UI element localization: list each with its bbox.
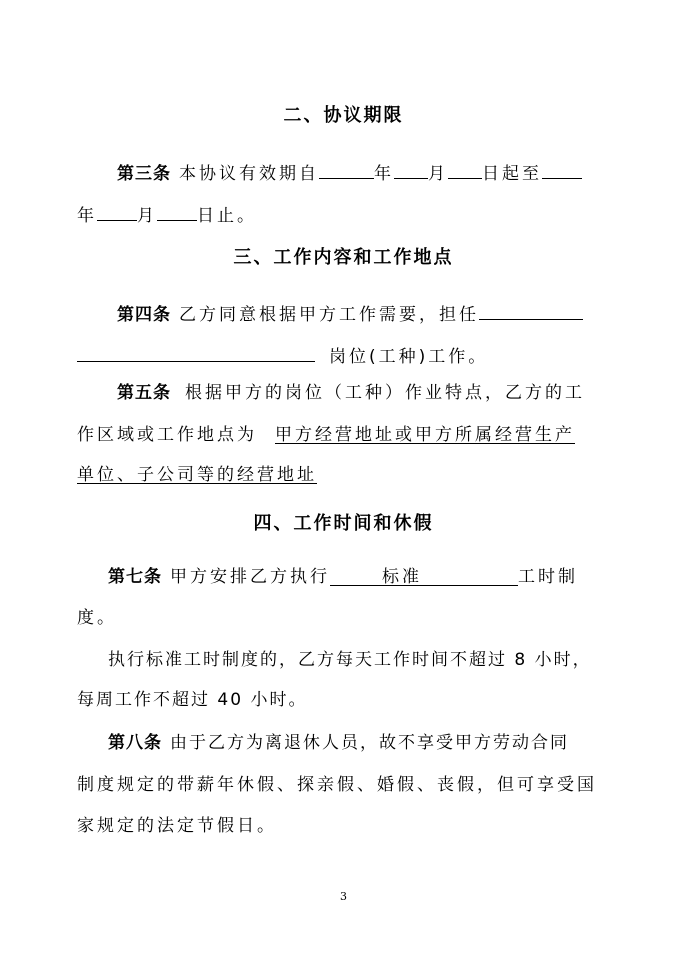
article-4-text: 乙方同意根据甲方工作需要，担任 (179, 305, 479, 325)
article-5-line-3 (77, 463, 612, 487)
article-4-text-b: 岗位(工种)工作。 (329, 347, 489, 367)
work-location-value-cont: 单位、子公司等的经营地址 (77, 465, 317, 485)
work-hour-system-field[interactable] (330, 565, 518, 586)
article-3-label: 第三条 (117, 164, 171, 184)
end-month-label: 月 (137, 206, 157, 226)
start-month-blank[interactable] (394, 158, 428, 179)
start-day-blank[interactable] (448, 158, 482, 179)
article-5-text: 根据甲方的岗位（工种）作业特点，乙方的工 (185, 383, 585, 403)
work-hour-system-value: 标准 (382, 567, 422, 587)
article-8-line-3: 家规定的法定节假日。 (77, 816, 277, 836)
position-blank-1[interactable] (479, 299, 583, 320)
article-5-text-b: 作区域或工作地点为 (77, 425, 257, 445)
article-5-line-1 (117, 381, 614, 405)
page-number: 3 (340, 890, 347, 903)
article-8-label: 第八条 (108, 733, 162, 753)
end-year-blank[interactable] (542, 158, 582, 179)
end-year-label: 年 (77, 206, 97, 226)
article-7-text-c: 度。 (77, 608, 117, 628)
section-heading-term: 二、协议期限 (283, 105, 404, 126)
end-month-blank[interactable] (97, 200, 137, 221)
article-7-line-1 (108, 565, 614, 589)
section-heading-hours: 四、工作时间和休假 (253, 513, 434, 534)
year-label: 年 (374, 164, 394, 184)
standard-hours-para-1: 执行标准工时制度的，乙方每天工作时间不超过 8 小时， (108, 650, 592, 670)
article-7-text-b: 工时制 (518, 567, 578, 587)
article-3-text: 本协议有效期自 (179, 164, 319, 184)
article-8-line-2: 制度规定的带薪年休假、探亲假、婚假、丧假，但可享受国 (77, 775, 597, 795)
article-4-label: 第四条 (117, 305, 171, 325)
article-7-text: 甲方安排乙方执行 (170, 567, 330, 587)
article-3-line-1 (117, 158, 614, 186)
article-8-line-1 (108, 731, 614, 755)
section-heading-work: 三、工作内容和工作地点 (233, 247, 454, 268)
end-day-label: 日止。 (197, 206, 257, 226)
article-5-line-2 (77, 423, 612, 447)
article-8-text: 由于乙方为离退休人员，故不享受甲方劳动合同 (170, 733, 569, 753)
start-year-blank[interactable] (319, 158, 374, 179)
position-blank-2[interactable] (77, 341, 315, 362)
month-label: 月 (428, 164, 448, 184)
article-7-label: 第七条 (108, 567, 162, 587)
work-location-value: 甲方经营地址或甲方所属经营生产 (275, 425, 575, 445)
day-from-label: 日起至 (482, 164, 542, 184)
article-5-label: 第五条 (117, 383, 171, 403)
article-3-line-2 (77, 200, 612, 228)
article-4-line-2 (77, 341, 612, 369)
article-4-line-1 (117, 299, 614, 327)
standard-hours-para-2: 每周工作不超过 40 小时。 (77, 690, 308, 710)
end-day-blank[interactable] (157, 200, 197, 221)
article-7-line-2 (77, 606, 612, 630)
